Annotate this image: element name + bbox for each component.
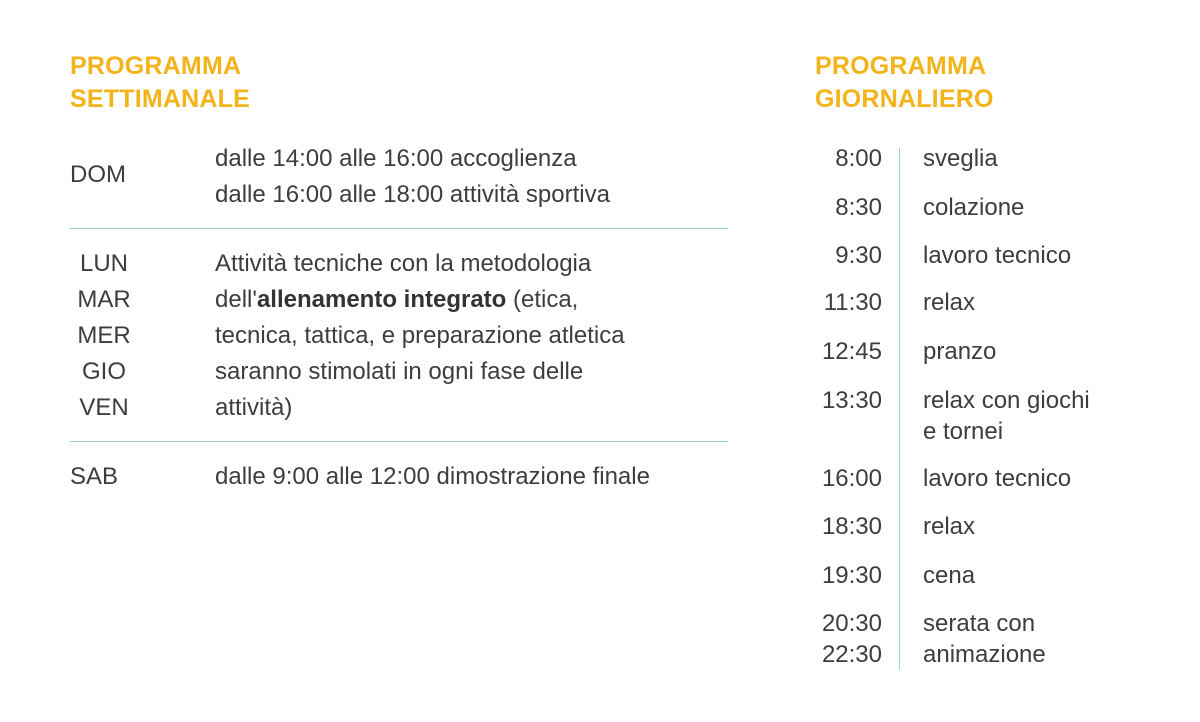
divider <box>70 228 728 229</box>
activity-label: lavoro tecnico <box>923 242 1072 269</box>
slot-time <box>790 336 882 367</box>
time-label: 9:30 <box>835 242 882 269</box>
slot-activity <box>923 240 1193 271</box>
sunday-description <box>215 141 745 213</box>
day-label: SAB <box>70 463 119 490</box>
weekdays-line-4: saranno stimolati in ogni fase delle <box>215 358 584 385</box>
sunday-day-label <box>70 157 190 193</box>
time-label: 16:00 <box>821 465 882 492</box>
slot-time <box>790 463 882 494</box>
slot-time <box>790 287 882 318</box>
time-label: 19:30 <box>821 562 882 589</box>
time-label: 20:30 <box>821 610 882 637</box>
activity-label: colazione <box>923 194 1025 221</box>
activity-label: relax <box>923 513 976 540</box>
weekdays-line-5: attività) <box>215 394 293 421</box>
day-label: MAR <box>77 286 131 313</box>
day-label: MER <box>77 322 131 349</box>
time-label: 18:30 <box>821 513 882 540</box>
activity-label-continued: animazione <box>923 641 1046 668</box>
saturday-day-label <box>70 459 190 495</box>
sunday-line-1: dalle 14:00 alle 16:00 accoglienza <box>215 145 577 172</box>
weekdays-line-2-suffix: (etica, <box>506 286 579 313</box>
time-label: 13:30 <box>821 387 882 414</box>
weekdays-line-3: tecnica, tattica, e preparazione atletica <box>215 322 625 349</box>
daily-heading-line2: GIORNALIERO <box>815 85 994 113</box>
time-label: 8:00 <box>835 145 882 172</box>
weekly-heading-line2: SETTIMANALE <box>70 85 250 113</box>
weekdays-description <box>215 246 745 426</box>
slot-activity <box>923 608 1193 670</box>
time-label: 8:30 <box>835 194 882 221</box>
slot-activity <box>923 336 1193 367</box>
saturday-line-1: dalle 9:00 alle 12:00 dimostrazione finale <box>215 463 650 490</box>
weekly-heading-line1: PROGRAMMA <box>70 52 242 80</box>
slot-activity <box>923 463 1193 494</box>
slot-time <box>790 608 882 670</box>
day-label: DOM <box>70 161 126 188</box>
activity-label: pranzo <box>923 338 997 365</box>
slot-time <box>790 511 882 542</box>
timeline-divider <box>899 148 900 670</box>
activity-label-continued: e tornei <box>923 418 1004 445</box>
activity-label: cena <box>923 562 976 589</box>
divider <box>70 441 728 442</box>
time-label: 11:30 <box>823 289 882 316</box>
slot-time <box>790 192 882 223</box>
day-label: VEN <box>79 394 129 421</box>
weekdays-line-2 <box>215 282 745 318</box>
slot-time <box>790 240 882 271</box>
slot-activity <box>923 192 1193 223</box>
saturday-description <box>215 459 745 495</box>
activity-label: lavoro tecnico <box>923 465 1072 492</box>
time-label: 12:45 <box>821 338 882 365</box>
day-label: LUN <box>79 250 128 277</box>
activity-label: relax <box>923 289 976 316</box>
slot-activity <box>923 511 1193 542</box>
slot-activity <box>923 287 1193 318</box>
slot-time <box>790 385 882 416</box>
sunday-line-2: dalle 16:00 alle 18:00 attività sportiva <box>215 181 610 208</box>
daily-heading-line1: PROGRAMMA <box>815 52 987 80</box>
weekdays-line-1: Attività tecniche con la metodologia <box>215 250 592 277</box>
activity-label: relax con giochi <box>923 387 1090 414</box>
activity-label: sveglia <box>923 145 998 172</box>
integrated-training-emphasis: allenamento integrato <box>256 286 507 313</box>
slot-time <box>790 143 882 174</box>
slot-activity <box>923 385 1193 447</box>
slot-activity <box>923 143 1193 174</box>
slot-time <box>790 560 882 591</box>
weekdays-day-labels <box>70 246 190 426</box>
weekly-program-heading <box>70 50 250 116</box>
slot-activity <box>923 560 1193 591</box>
day-label: GIO <box>81 358 126 385</box>
time-label-end: 22:30 <box>821 641 882 668</box>
daily-program-heading <box>815 50 994 116</box>
activity-label: serata con <box>923 610 1036 637</box>
weekdays-line-2-prefix: dell' <box>215 286 257 313</box>
